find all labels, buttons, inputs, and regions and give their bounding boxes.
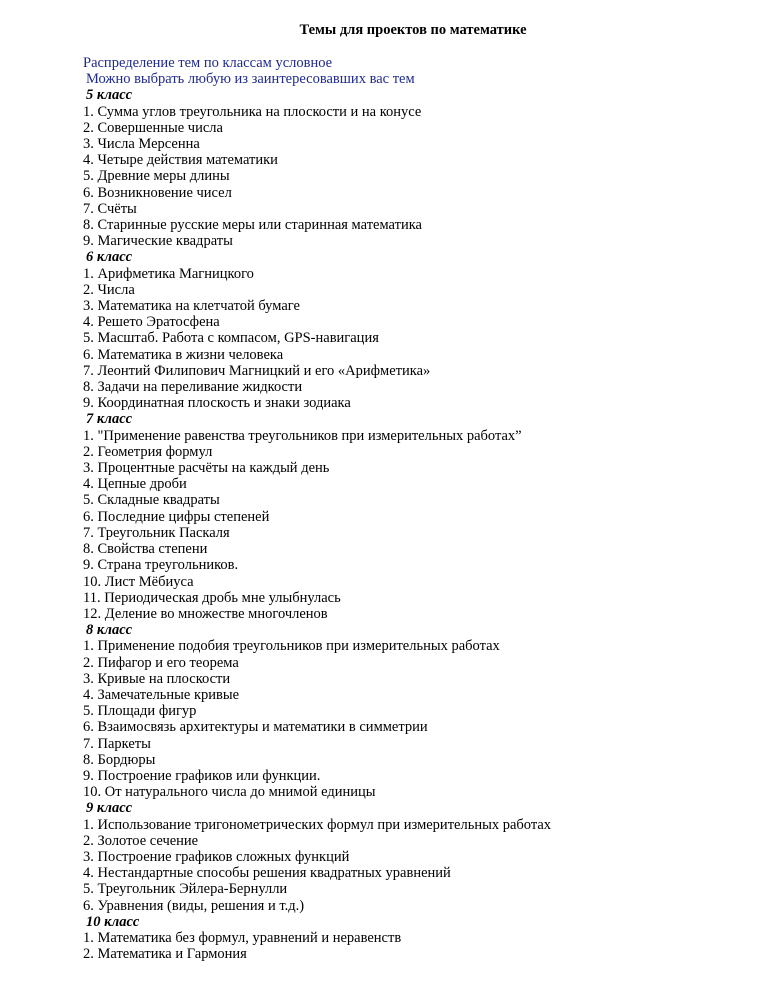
topic-item: 3. Числа Мерсенна [83,136,200,153]
grade-heading: 10 класс [86,913,140,930]
grade-heading: 6 класс [86,249,133,266]
grade-section [83,914,743,963]
topic-list [83,87,743,962]
grade-section [83,249,743,411]
document-page [83,21,743,962]
topic-item: 10. Лист Мёбиуса [83,573,194,590]
topic-item: 6. Математика в жизни человека [83,346,284,363]
topic-item: 5. Древние меры длины [83,168,230,185]
topic-item: 2. Пифагор и его теорема [83,654,239,671]
topic-item: 2. Геометрия формул [83,443,213,460]
topic-item: 1. Сумма углов треугольника на плоскости и на конусе [83,103,422,120]
topic-item: 7. Треугольник Паскаля [83,524,230,541]
grade-section [83,800,743,913]
topic-item: 8. Свойства степени [83,541,208,558]
topic-item: 5. Треугольник Эйлера-Бернулли [83,881,288,898]
topic-item: 9. Магические квадраты [83,233,233,250]
topic-item: 10. От натурального числа до мнимой единицы [83,784,376,801]
topic-item: 6. Возникновение чисел [83,184,232,201]
topic-item: 4. Цепные дроби [83,476,187,493]
topic-item: 2. Золотое сечение [83,832,199,849]
topic-item: 1. Математика без формул, уравнений и неравенств [83,929,402,946]
topic-item: 5. Площади фигур [83,703,197,720]
grade-section [83,622,743,800]
topic-item: 8. Задачи на переливание жидкости [83,379,303,396]
grade-heading: 8 класс [86,622,133,639]
topic-item: 3. Математика на клетчатой бумаге [83,298,300,315]
topic-item: 4. Четыре действия математики [83,152,278,169]
topic-item: 9. Координатная плоскость и знаки зодиака [83,395,351,412]
topic-item: 4. Решето Эратосфена [83,314,220,331]
topic-item: 9. Страна треугольников. [83,557,239,574]
topic-item: 6. Взаимосвязь архитектуры и математики в симметрии [83,719,428,736]
grade-heading: 9 класс [86,800,133,817]
topic-item: 1. Арифметика Магницкого [83,265,254,282]
intro-block [83,55,743,87]
grade-heading: 5 класс [86,87,133,104]
topic-item: 11. Периодическая дробь мне улыбнулась [83,589,341,606]
topic-item: 12. Деление во множестве многочленов [83,605,328,622]
topic-item: 9. Построение графиков или функции. [83,767,321,784]
topic-item: 7. Леонтий Филипович Магницкий и его «Арифметика» [83,362,431,379]
topic-item: 2. Математика и Гармония [83,946,247,963]
grade-section [83,87,743,249]
topic-item: 4. Замечательные кривые [83,686,240,703]
topic-item: 7. Паркеты [83,735,151,752]
topic-item: 3. Кривые на плоскости [83,670,231,687]
topic-item: 2. Совершенные числа [83,119,223,136]
topic-item: 1. "Применение равенства треугольников при измерительных работах” [83,427,522,444]
grade-heading: 7 класс [86,411,133,428]
topic-item: 2. Числа [83,281,135,298]
intro-choice-note: Можно выбрать любую из заинтересовавших вас тем [86,71,415,88]
topic-item: 1. Использование тригонометрических формул при измерительных работах [83,816,552,833]
topic-item: 3. Процентные расчёты на каждый день [83,460,330,477]
page-title: Темы для проектов по математике [299,22,527,38]
topic-item: 5. Масштаб. Работа с компасом, GPS-навигация [83,330,379,347]
topic-item: 5. Складные квадраты [83,492,220,509]
topic-item: 6. Уравнения (виды, решения и т.д.) [83,897,305,914]
topic-item: 8. Бордюры [83,751,156,768]
topic-item: 6. Последние цифры степеней [83,508,270,525]
topic-item: 4. Нестандартные способы решения квадратных уравнений [83,865,451,882]
grade-section [83,411,743,622]
topic-item: 1. Применение подобия треугольников при измерительных работах [83,638,500,655]
topic-item: 8. Старинные русские меры или старинная математика [83,217,422,234]
intro-note: Распределение тем по классам условное [83,55,333,71]
topic-item: 3. Построение графиков сложных функций [83,848,350,865]
topic-item: 7. Счёты [83,200,137,217]
